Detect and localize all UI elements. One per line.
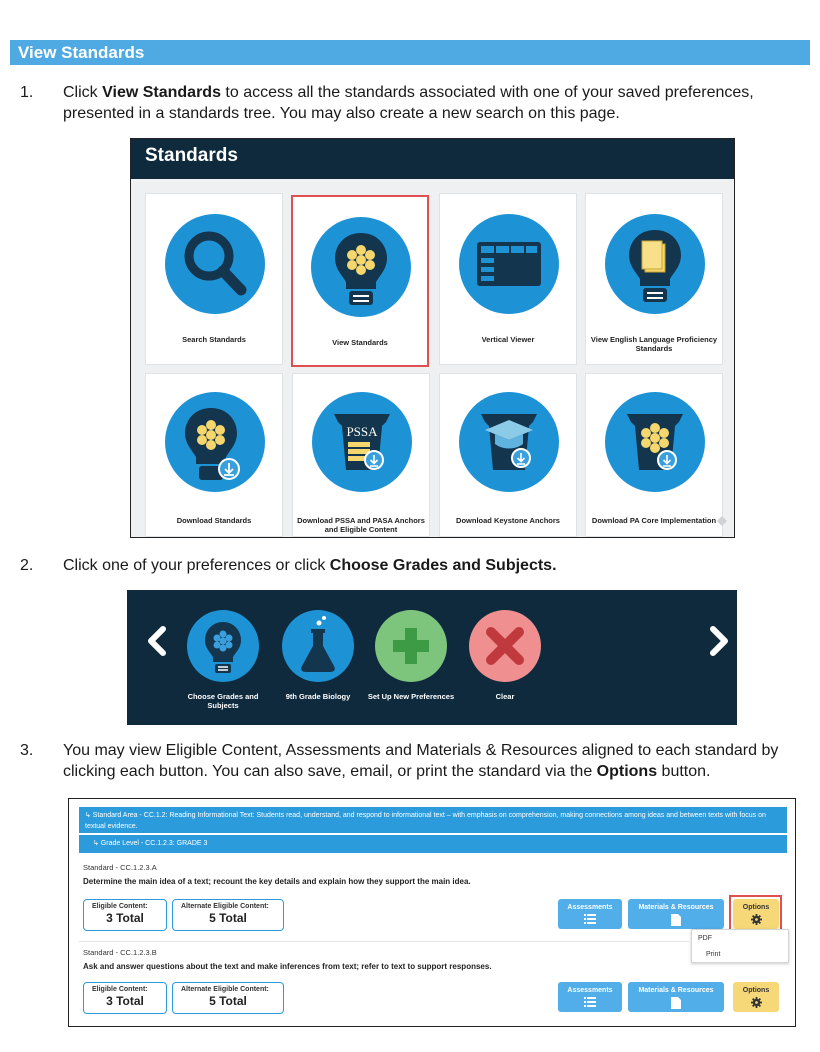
materials-resources-button[interactable]: Materials & Resources xyxy=(628,982,724,1012)
pssa-keystone-download-icon xyxy=(312,392,412,492)
tile-view-elps[interactable] xyxy=(585,193,723,365)
menu-item-pdf[interactable]: PDF xyxy=(698,935,712,942)
pref-circle xyxy=(187,610,259,682)
pref-9th-grade-biology[interactable] xyxy=(273,610,363,701)
tile-view-standards[interactable] xyxy=(291,195,429,367)
standard-code: Standard - CC.1.2.3.A xyxy=(83,863,157,872)
standard-area-bar[interactable]: ↳ Standard Area - CC.1.2: Reading Informational Text: Students read, understand, and respond to informational text – with emphasis on comprehension, making connections among ideas and between texts with focus on textual evidence. xyxy=(79,807,787,833)
flask-icon xyxy=(282,610,354,682)
magnifier-icon xyxy=(165,214,265,314)
step-text: Click View Standards to access all the standards associated with one of your saved preferences, presented in a standards tree. You may also create a new search on this page. xyxy=(63,84,754,122)
pref-circle xyxy=(375,610,447,682)
graduation-keystone-download-icon xyxy=(459,392,559,492)
chevron-right-icon[interactable] xyxy=(707,626,731,656)
tile-download-pssa[interactable] xyxy=(292,373,430,537)
list-icon xyxy=(584,997,596,1007)
alternate-eligible-content-button[interactable]: Alternate Eligible Content: 5 Total xyxy=(172,982,284,1014)
row-divider xyxy=(79,941,689,942)
step-number: 2. xyxy=(20,557,34,574)
options-dropdown-menu xyxy=(691,929,789,963)
pref-label: Set Up New Preferences xyxy=(367,692,455,701)
x-icon xyxy=(469,610,541,682)
table-grid-icon xyxy=(459,214,559,314)
standard-code: Standard - CC.1.2.3.B xyxy=(83,948,157,957)
section-header xyxy=(10,40,810,65)
tile-vertical-viewer[interactable] xyxy=(439,193,577,365)
tile-download-pa-core[interactable] xyxy=(585,373,723,537)
tile-label: View Standards xyxy=(332,338,388,347)
standards-panel xyxy=(130,138,735,538)
tile-search-standards[interactable] xyxy=(145,193,283,365)
tile-label: Download Standards xyxy=(176,516,252,525)
tile-download-standards[interactable] xyxy=(145,373,283,537)
plus-icon xyxy=(375,610,447,682)
tile-label: Vertical Viewer xyxy=(481,335,535,344)
standards-panel-title: Standards xyxy=(131,139,734,179)
pref-circle xyxy=(469,610,541,682)
pref-label: Clear xyxy=(495,692,515,701)
lightbulb-icon xyxy=(187,610,259,682)
section-title: View Standards xyxy=(18,43,145,62)
step-number: 1. xyxy=(20,84,34,101)
preferences-carousel xyxy=(127,590,737,725)
menu-item-print[interactable]: Print xyxy=(706,951,721,958)
eligible-content-button[interactable]: Eligible Content: 3 Total xyxy=(83,982,167,1014)
pref-label: Choose Grades and Subjects xyxy=(187,692,259,710)
pref-circle xyxy=(282,610,354,682)
scroll-arrow-icon[interactable] xyxy=(716,515,728,527)
tile-label: Download PSSA and PASA Anchors and Eligible Content xyxy=(297,516,425,534)
tile-download-keystone[interactable] xyxy=(439,373,577,537)
list-icon xyxy=(584,914,596,924)
eligible-content-button[interactable]: Eligible Content: 3 Total xyxy=(83,899,167,931)
materials-resources-button[interactable]: Materials & Resources xyxy=(628,899,724,929)
options-button[interactable]: Options xyxy=(733,982,779,1012)
tile-label: View English Language Proficiency Standards xyxy=(590,335,718,353)
gear-icon xyxy=(751,997,762,1008)
standard-description: Determine the main idea of a text; recount the key details and explain how they support the main idea. xyxy=(83,877,471,886)
tile-label: Download PA Core Implementation xyxy=(591,516,717,525)
pref-set-up-new[interactable] xyxy=(366,610,456,701)
chevron-left-icon[interactable] xyxy=(145,626,169,656)
pref-label: 9th Grade Biology xyxy=(285,692,351,701)
assessments-button[interactable]: Assessments xyxy=(558,899,622,929)
step-number: 3. xyxy=(20,742,34,759)
step-text: You may view Eligible Content, Assessments and Materials & Resources aligned to each standard by clicking each button. You can also save, email, or print the standard via the Options button. xyxy=(63,742,779,780)
pref-choose-grades-subjects[interactable] xyxy=(178,610,268,710)
standards-list-panel xyxy=(68,798,796,1027)
assessments-button[interactable]: Assessments xyxy=(558,982,622,1012)
standard-description: Ask and answer questions about the text and make inferences from text; refer to text to support responses. xyxy=(83,962,492,971)
svg-text:PSSA: PSSA xyxy=(346,424,378,439)
options-button[interactable]: Options xyxy=(733,899,779,929)
document-icon xyxy=(671,914,681,926)
pref-clear[interactable] xyxy=(460,610,550,701)
alternate-eligible-content-button[interactable]: Alternate Eligible Content: 5 Total xyxy=(172,899,284,931)
lightbulb-icon xyxy=(311,217,411,317)
document-icon xyxy=(671,997,681,1009)
lightbulb-download-icon xyxy=(165,392,265,492)
tile-label: Download Keystone Anchors xyxy=(456,516,560,525)
grade-level-bar[interactable]: ↳ Grade Level - CC.1.2.3: GRADE 3 xyxy=(79,835,787,853)
step-text: Click one of your preferences or click Choose Grades and Subjects. xyxy=(63,557,557,574)
elps-lightbulb-icon xyxy=(605,214,705,314)
tile-label: Search Standards xyxy=(182,335,246,344)
keystone-flower-download-icon xyxy=(605,392,705,492)
gear-icon xyxy=(751,914,762,925)
